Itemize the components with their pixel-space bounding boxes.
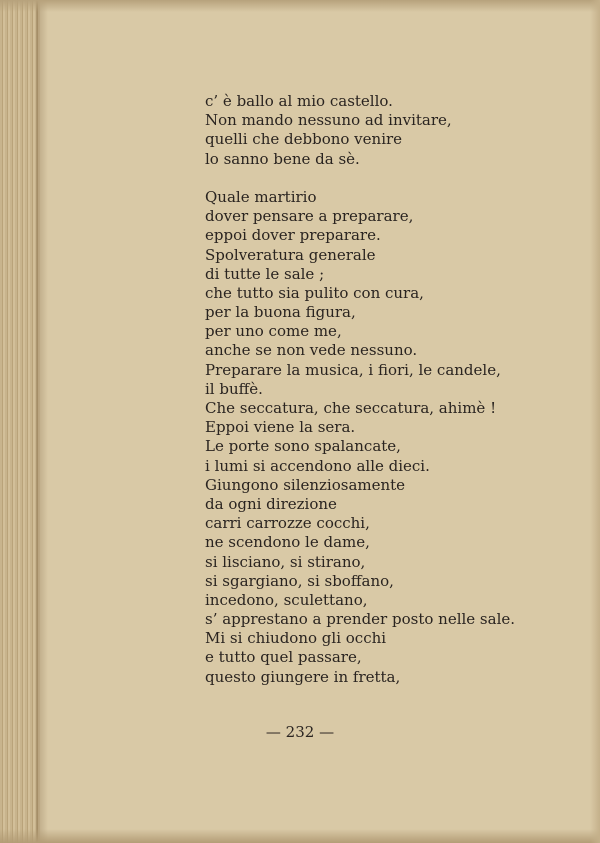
poem-line: Mi si chiudono gli occhi bbox=[205, 629, 387, 648]
poem-line: che tutto sia pulito con cura, bbox=[205, 283, 424, 302]
poem-line: incedono, sculettano, bbox=[205, 590, 368, 609]
poem-line: Quale martirio bbox=[205, 187, 317, 206]
poem-line: Le porte sono spalancate, bbox=[205, 437, 401, 456]
poem-line: s’ apprestano a prender posto nelle sale. bbox=[205, 610, 516, 629]
gutter-shadow bbox=[36, 0, 48, 843]
page-stack-edges bbox=[0, 0, 40, 843]
poem-line: lo sanno bene da sè. bbox=[205, 149, 360, 168]
poem-line: si sgargiano, si sboffano, bbox=[205, 571, 394, 590]
poem-line: eppoi dover preparare. bbox=[205, 226, 381, 245]
poem-line: carri carrozze cocchi, bbox=[205, 514, 370, 533]
stanza-break bbox=[205, 169, 535, 188]
poem-line: dover pensare a preparare, bbox=[205, 207, 414, 226]
poem-line: quelli che debbono venire bbox=[205, 130, 403, 149]
top-edge bbox=[0, 0, 600, 12]
bottom-edge bbox=[0, 829, 600, 843]
poem-line: Giungono silenziosamente bbox=[205, 475, 406, 494]
poem-line: Eppoi viene la sera. bbox=[205, 418, 356, 437]
poem-line: di tutte le sale ; bbox=[205, 264, 325, 283]
right-edge bbox=[590, 0, 600, 843]
poem-line: i lumi si accendono alle dieci. bbox=[205, 456, 430, 475]
poem-line: per la buona figura, bbox=[205, 303, 356, 322]
page-number: — 232 — bbox=[265, 723, 335, 741]
poem-line: e tutto quel passare, bbox=[205, 648, 362, 667]
poem-line: Che seccatura, che seccatura, ahimè ! bbox=[205, 399, 497, 417]
poem-line: Non mando nessuno ad invitare, bbox=[205, 111, 452, 130]
poem-line: questo giungere in fretta, bbox=[205, 667, 401, 686]
poem-line: da ogni direzione bbox=[205, 494, 337, 513]
poem-line: ne scendono le dame, bbox=[205, 533, 370, 552]
poem-line: il buffè. bbox=[205, 379, 263, 398]
poem-text bbox=[205, 92, 535, 687]
poem-line: per uno come me, bbox=[205, 322, 342, 341]
poem-line: c’ è ballo al mio castello. bbox=[205, 92, 393, 110]
poem-line: anche se non vede nessuno. bbox=[205, 341, 418, 360]
poem-line: si lisciano, si stirano, bbox=[205, 552, 366, 571]
poem-line: Spolveratura generale bbox=[205, 245, 376, 264]
poem-line: Preparare la musica, i fiori, le candele, bbox=[205, 360, 501, 379]
